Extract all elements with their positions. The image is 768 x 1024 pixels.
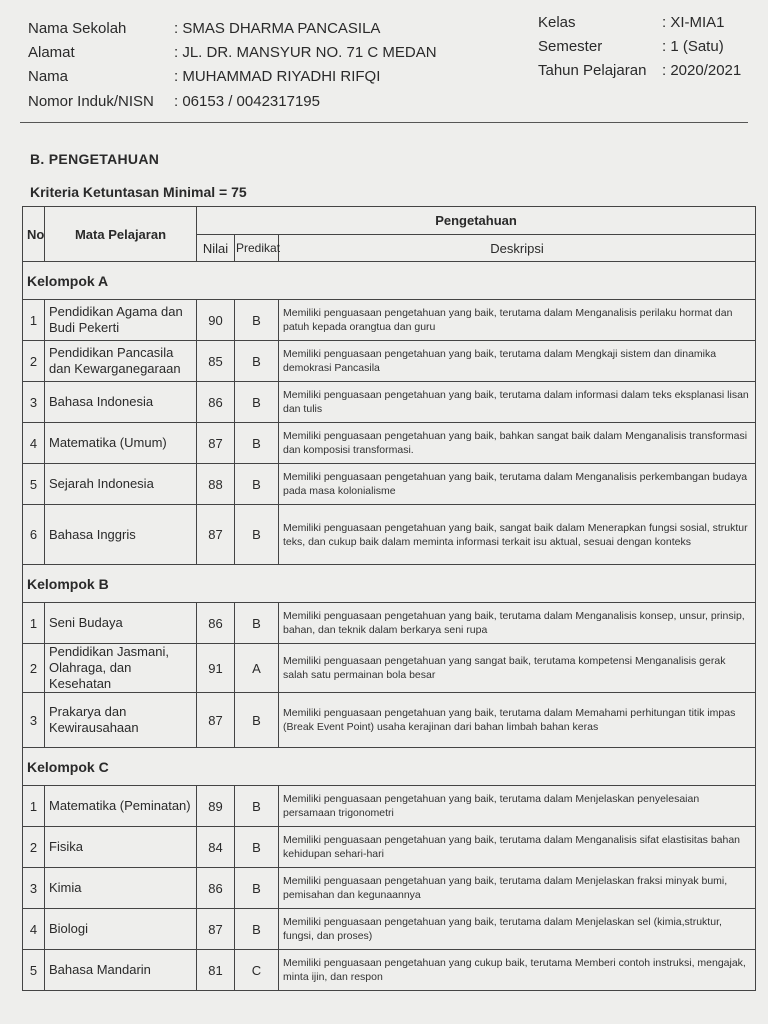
header-no: No bbox=[23, 207, 45, 262]
info-value: : 2020/2021 bbox=[662, 62, 742, 79]
table-row bbox=[23, 644, 756, 693]
grade-cell: C bbox=[235, 950, 279, 991]
score-cell: 90 bbox=[197, 300, 235, 341]
description-cell: Memiliki penguasaan pengetahuan yang baik, bahkan sangat baik dalam Menganalisis transformasi dan komposisi transformasi. bbox=[279, 423, 756, 464]
header-description: Deskripsi bbox=[279, 235, 756, 262]
score-cell: 87 bbox=[197, 423, 235, 464]
info-label: Kelas bbox=[538, 14, 576, 31]
header-score: Nilai bbox=[197, 235, 235, 262]
info-label: Tahun Pelajaran bbox=[538, 62, 647, 79]
subject-cell: Pendidikan Jasmani, Olahraga, dan Kesehatan bbox=[45, 644, 197, 693]
table-row bbox=[23, 827, 756, 868]
kkm-label: Kriteria Ketuntasan Minimal = 75 bbox=[30, 184, 247, 200]
description-cell: Memiliki penguasaan pengetahuan yang cukup baik, terutama Memberi contoh instruksi, mengajak, minta ijin, dan respon bbox=[279, 950, 756, 991]
subject-cell: Seni Budaya bbox=[45, 603, 197, 644]
description-cell: Memiliki penguasaan pengetahuan yang baik, terutama dalam Menganalisis perkembangan budaya pada masa kolonialisme bbox=[279, 464, 756, 505]
grade-cell: B bbox=[235, 382, 279, 423]
info-label: Nama bbox=[28, 68, 69, 85]
row-number: 2 bbox=[23, 827, 45, 868]
description-cell: Memiliki penguasaan pengetahuan yang baik, terutama dalam informasi dalam teks eksplanasi lisan dan tulis bbox=[279, 382, 756, 423]
group-name: Kelompok B bbox=[23, 565, 756, 603]
subject-cell: Pendidikan Agama dan Budi Pekerti bbox=[45, 300, 197, 341]
score-cell: 89 bbox=[197, 786, 235, 827]
row-number: 3 bbox=[23, 382, 45, 423]
score-cell: 88 bbox=[197, 464, 235, 505]
row-number: 3 bbox=[23, 868, 45, 909]
grades-body bbox=[23, 262, 756, 991]
score-cell: 81 bbox=[197, 950, 235, 991]
table-row bbox=[23, 382, 756, 423]
info-value: : MUHAMMAD RIYADHI RIFQI bbox=[174, 68, 381, 85]
group-row bbox=[23, 565, 756, 603]
grade-cell: B bbox=[235, 827, 279, 868]
score-cell: 91 bbox=[197, 644, 235, 693]
subject-cell: Matematika (Umum) bbox=[45, 423, 197, 464]
info-value: : 06153 / 0042317195 bbox=[174, 93, 320, 110]
subject-cell: Pendidikan Pancasila dan Kewarganegaraan bbox=[45, 341, 197, 382]
row-number: 6 bbox=[23, 505, 45, 565]
score-cell: 86 bbox=[197, 868, 235, 909]
row-number: 3 bbox=[23, 693, 45, 748]
row-number: 4 bbox=[23, 423, 45, 464]
description-cell: Memiliki penguasaan pengetahuan yang baik, sangat baik dalam Menerapkan fungsi sosial, struktur teks, dan cukup baik dalam meminta informasi terkait isu aktual, sesuai dengan konteks bbox=[279, 505, 756, 565]
score-cell: 87 bbox=[197, 505, 235, 565]
grade-cell: B bbox=[235, 868, 279, 909]
grade-cell: B bbox=[235, 603, 279, 644]
grade-cell: B bbox=[235, 693, 279, 748]
table-header-row bbox=[23, 207, 756, 235]
grade-cell: B bbox=[235, 300, 279, 341]
header-grade: Predikat bbox=[235, 235, 279, 262]
info-value: : SMAS DHARMA PANCASILA bbox=[174, 20, 381, 37]
table-row bbox=[23, 464, 756, 505]
table-row bbox=[23, 868, 756, 909]
score-cell: 87 bbox=[197, 693, 235, 748]
row-number: 1 bbox=[23, 786, 45, 827]
table-row bbox=[23, 786, 756, 827]
subject-cell: Matematika (Peminatan) bbox=[45, 786, 197, 827]
subject-cell: Sejarah Indonesia bbox=[45, 464, 197, 505]
info-value: : JL. DR. MANSYUR NO. 71 C MEDAN bbox=[174, 44, 437, 61]
description-cell: Memiliki penguasaan pengetahuan yang sangat baik, terutama kompetensi Menganalisis gerak salah satu permainan bola besar bbox=[279, 644, 756, 693]
subject-cell: Kimia bbox=[45, 868, 197, 909]
description-cell: Memiliki penguasaan pengetahuan yang baik, terutama dalam Menganalisis perilaku hormat dan patuh kepada orangtua dan guru bbox=[279, 300, 756, 341]
row-number: 5 bbox=[23, 950, 45, 991]
info-value: : 1 (Satu) bbox=[662, 38, 724, 55]
group-row bbox=[23, 748, 756, 786]
table-row bbox=[23, 603, 756, 644]
subject-cell: Prakarya dan Kewirausahaan bbox=[45, 693, 197, 748]
score-cell: 84 bbox=[197, 827, 235, 868]
grade-cell: B bbox=[235, 423, 279, 464]
description-cell: Memiliki penguasaan pengetahuan yang baik, terutama dalam Menganalisis konsep, unsur, prinsip, bahan, dan teknik dalam berkarya seni rupa bbox=[279, 603, 756, 644]
description-cell: Memiliki penguasaan pengetahuan yang baik, terutama dalam Menganalisis sifat elastisitas bahan kehidupan sehari-hari bbox=[279, 827, 756, 868]
subject-cell: Biologi bbox=[45, 909, 197, 950]
subject-cell: Bahasa Indonesia bbox=[45, 382, 197, 423]
score-cell: 87 bbox=[197, 909, 235, 950]
subject-cell: Fisika bbox=[45, 827, 197, 868]
section-title: B. PENGETAHUAN bbox=[30, 151, 160, 167]
table-row bbox=[23, 909, 756, 950]
info-label: Nomor Induk/NISN bbox=[28, 93, 154, 110]
info-label: Nama Sekolah bbox=[28, 20, 127, 37]
table-row bbox=[23, 950, 756, 991]
score-cell: 85 bbox=[197, 341, 235, 382]
description-cell: Memiliki penguasaan pengetahuan yang baik, terutama dalam Mengkaji sistem dan dinamika demokrasi Pancasila bbox=[279, 341, 756, 382]
row-number: 5 bbox=[23, 464, 45, 505]
info-label: Alamat bbox=[28, 44, 75, 61]
description-cell: Memiliki penguasaan pengetahuan yang baik, terutama dalam Memahami perhitungan titik impas (Break Event Point) usaha kerajinan dari bahan limbah bahan keras bbox=[279, 693, 756, 748]
score-cell: 86 bbox=[197, 603, 235, 644]
grades-table bbox=[22, 206, 756, 991]
header-divider bbox=[20, 122, 748, 123]
row-number: 1 bbox=[23, 300, 45, 341]
subject-cell: Bahasa Mandarin bbox=[45, 950, 197, 991]
row-number: 2 bbox=[23, 341, 45, 382]
group-name: Kelompok C bbox=[23, 748, 756, 786]
description-cell: Memiliki penguasaan pengetahuan yang baik, terutama dalam Menjelaskan sel (kimia,struktur, fungsi, dan proses) bbox=[279, 909, 756, 950]
header-subject: Mata Pelajaran bbox=[45, 207, 197, 262]
table-row bbox=[23, 300, 756, 341]
info-value: : XI-MIA1 bbox=[662, 14, 725, 31]
row-number: 4 bbox=[23, 909, 45, 950]
table-row bbox=[23, 341, 756, 382]
score-cell: 86 bbox=[197, 382, 235, 423]
row-number: 2 bbox=[23, 644, 45, 693]
description-cell: Memiliki penguasaan pengetahuan yang baik, terutama dalam Menjelaskan penyelesaian persamaan trigonometri bbox=[279, 786, 756, 827]
group-name: Kelompok A bbox=[23, 262, 756, 300]
grade-cell: B bbox=[235, 786, 279, 827]
student-info-header bbox=[28, 14, 758, 118]
grade-cell: B bbox=[235, 909, 279, 950]
grade-cell: B bbox=[235, 341, 279, 382]
header-pengetahuan: Pengetahuan bbox=[197, 207, 756, 235]
grade-cell: B bbox=[235, 505, 279, 565]
description-cell: Memiliki penguasaan pengetahuan yang baik, terutama dalam Menjelaskan fraksi minyak bumi, pemisahan dan kegunaannya bbox=[279, 868, 756, 909]
row-number: 1 bbox=[23, 603, 45, 644]
info-label: Semester bbox=[538, 38, 603, 55]
grade-cell: B bbox=[235, 464, 279, 505]
table-row bbox=[23, 505, 756, 565]
table-row bbox=[23, 693, 756, 748]
table-row bbox=[23, 423, 756, 464]
group-row bbox=[23, 262, 756, 300]
grade-cell: A bbox=[235, 644, 279, 693]
subject-cell: Bahasa Inggris bbox=[45, 505, 197, 565]
